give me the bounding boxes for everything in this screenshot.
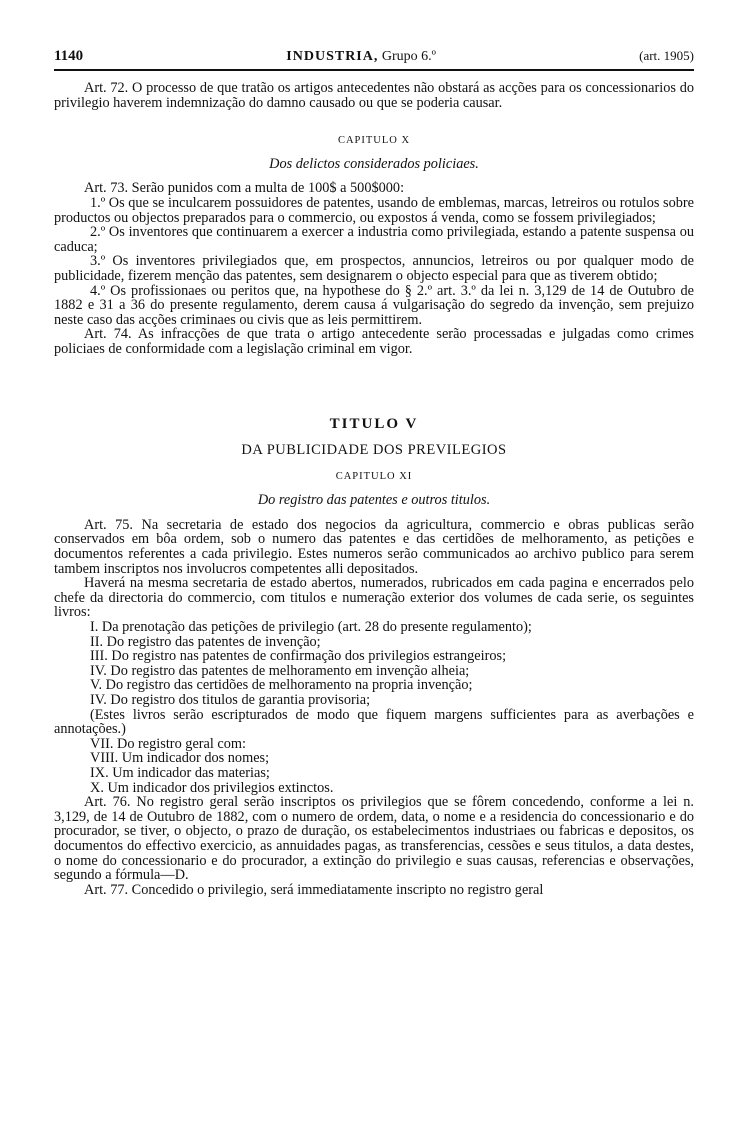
chapter-11-label: CAPITULO XI [335, 470, 413, 482]
book-list-item: IV. Do registro dos titulos de garantia provisoria; [90, 692, 371, 708]
header-group: Grupo 6.º [381, 49, 436, 64]
article-74: Art. 74. As infracções de que trata o artigo antecedente serão processadas e julgadas como crimes policiaes de conformidade com a legislação criminal em vigor. [54, 326, 694, 357]
article-73-item-2: 2.º Os inventores que continuarem a exercer a industria como privilegiada, estando a patente suspensa ou caduca; [54, 224, 694, 255]
article-76: Art. 76. No registro geral serão inscriptos os privilegios que se fôrem concedendo, conforme a lei n. 3,129, de 14 de Outubro de 1882, com o numero de ordem, data, o nome e a residencia do concessionario e do procurador, se tiver, o objecto, o prazo de duração, os estabelecimentos industriaes ou fabricas e depositos, os documentos do effectivo exercicio, as annuidades pagas, as transferencias, cessões e seus titulos, a data destes, o nome do concessionario e do procurador, a extinção do privilegio e suas causas, referencias e observações, segundo a fórmula—D. [54, 794, 694, 884]
title-5-label: TITULO V [329, 415, 419, 432]
book-list-item: IV. Do registro das patentes de melhoramento em invenção alheia; [90, 662, 470, 679]
page-header [54, 48, 694, 71]
article-73-item-3: 3.º Os inventores privilegiados que, em prospectos, annuncios, letreiros ou por qualquer modo de publicidade, fizerem menção das patentes, sem designarem o objecto especial para que as tiverem obtido; [54, 253, 694, 284]
book-list-item: I. Da prenotação das petições de privilegio (art. 28 do presente regulamento); [90, 619, 532, 636]
article-73-item-1: 1.º Os que se inculcarem possuidores de patentes, usando de emblemas, marcas, letreiros ou rotulos sobre productos ou objectos preparados para o commercio, ou expostos á venda, como se fossem privilegiados; [54, 194, 694, 226]
chapter-10-label: CAPITULO X [337, 135, 411, 147]
book-list-item: V. Do registro das certidões de melhoramento na propria invenção; [90, 677, 473, 694]
book-list-item: X. Um indicador dos privilegios extinctos. [90, 779, 334, 796]
article-75-paragraph-2: Haverá na mesma secretaria de estado abertos, numerados, rubricados em cada pagina e encerrados pelo chefe da directoria do commercio, com titulos e numeração exterior dos volumes de cada serie, os seguintes livros: [54, 575, 694, 621]
book-list-item: IX. Um indicador das materias; [90, 764, 270, 781]
books-note: (Estes livros serão escripturados de modo que fiquem margens sufficientes para as averbações e annotações.) [54, 706, 694, 738]
chapter-11-title: Do registro das patentes e outros titulos. [257, 492, 491, 509]
article-73-item-4: 4.º Os profissionaes ou peritos que, na hypothese do § 2.º art. 3.º da lei n. 3,129 de 14 de Outubro de 1882 e 31 a 36 do presente regulamento, derem causa á vulgarisação do segredo da invenção, sem prejuizo neste caso das acções criminaes ou civis que as leis permittirem. [54, 282, 694, 328]
article-75-paragraph-1: Art. 75. Na secretaria de estado dos negocios da agricultura, commercio e obras publicas serão conservados em bôa ordem, sob o numero das patentes e das certidões de melhoramento, as petições e documentos referentes a cada privilegio. Estes numeros serão communicados ao archivo publico para serem tambem inscriptos nos involucros competentes alli depositados. [54, 516, 694, 577]
book-list-item: III. Do registro nas patentes de confirmação dos privilegios estrangeiros; [90, 648, 507, 665]
running-title [286, 49, 436, 65]
book-list-item: VII. Do registro geral com: [90, 735, 247, 752]
document-page [54, 48, 694, 897]
header-article-ref: (art. 1905) [639, 48, 694, 63]
page-number: 1140 [54, 48, 84, 64]
article-77: Art. 77. Concedido o privilegio, será immediatamente inscripto no registro geral [84, 881, 544, 898]
book-list-item: VIII. Um indicador dos nomes; [90, 750, 270, 767]
article-72: Art. 72. O processo de que tratão os artigos antecedentes não obstará as acções para os concessionarios do privilegio haverem indemnização do damno causado ou que se poderia causar. [54, 80, 694, 111]
article-73-intro: Art. 73. Serão punidos com a multa de 100$ a 500$000: [84, 180, 405, 197]
header-title: INDUSTRIA, [286, 49, 379, 64]
title-5-subtitle: DA PUBLICIDADE DOS PREVILEGIOS [241, 442, 507, 459]
book-list-item: II. Do registro das patentes de invenção; [90, 633, 321, 650]
chapter-10-title: Dos delictos considerados policiaes. [269, 155, 479, 172]
